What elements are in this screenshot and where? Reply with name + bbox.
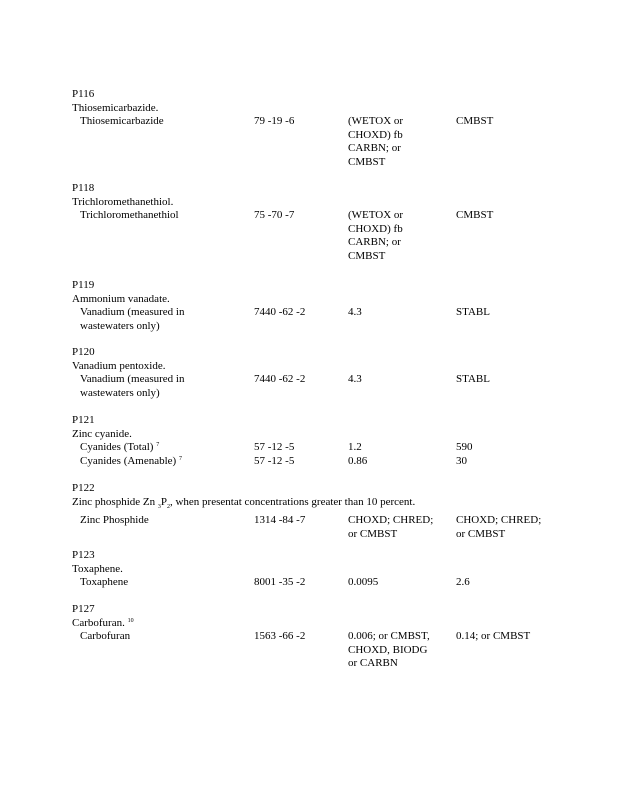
- cas-number: 1314 -84 -7: [254, 514, 306, 527]
- waste-title: Trichloromethanethiol.: [72, 195, 174, 208]
- waste-code: P120: [72, 346, 95, 358]
- ww-line: (WETOX or: [348, 209, 404, 221]
- constituent-row: [72, 441, 552, 455]
- waste-code: P122: [72, 482, 95, 494]
- nonwastewater-standard: STABL: [456, 306, 490, 318]
- constituent-name: [80, 441, 250, 455]
- entry-p127: [72, 603, 552, 669]
- ww-line: CHOXD, BIODG: [348, 643, 428, 656]
- wastewater-standard: 4.3: [348, 306, 362, 318]
- constituent-row: [72, 455, 552, 469]
- name-text: Cyanides (Total): [80, 441, 154, 453]
- entry-p121: [72, 414, 552, 468]
- nww-line: or CMBST: [456, 527, 506, 540]
- nonwastewater-standard: [456, 514, 546, 541]
- cas-number: 7440 -62 -2: [254, 373, 306, 385]
- entry-p122: [72, 482, 572, 540]
- nonwastewater-standard: 590: [456, 441, 473, 453]
- constituent-name: Toxaphene: [80, 576, 129, 588]
- constituent-row: [72, 514, 572, 540]
- footnote-marker: 7: [178, 455, 182, 462]
- footnote-marker: 7: [156, 442, 160, 448]
- ww-line: CHOXD) fb: [348, 222, 403, 235]
- cas-number: 75 -70 -7: [254, 209, 295, 221]
- title-text: Carbofuran.: [72, 616, 125, 629]
- title-text: Zinc phosphide Zn: [72, 495, 156, 508]
- subscript: 2: [166, 503, 170, 510]
- nonwastewater-standard: 0.14; or CMBST: [456, 630, 531, 642]
- entry-p123: [72, 549, 552, 590]
- wastewater-standard: [348, 115, 438, 169]
- cas-number: 1563 -66 -2: [254, 630, 306, 642]
- constituent-name: [80, 455, 250, 469]
- ww-line: CMBST: [348, 155, 386, 168]
- waste-title: Zinc cyanide.: [72, 427, 132, 440]
- cas-number: 8001 -35 -2: [254, 576, 306, 588]
- wastewater-standard: 0.0095: [348, 576, 379, 588]
- wastewater-standard: 4.3: [348, 373, 362, 385]
- cas-number: 57 -12 -5: [254, 454, 295, 467]
- constituent-row: [72, 115, 552, 168]
- name-text: Cyanides (Amenable): [80, 454, 177, 467]
- title-text: , when presentat concentrations greater than 10 percent.: [169, 495, 416, 508]
- ww-line: CARBN; or: [348, 142, 401, 154]
- nonwastewater-standard: CMBST: [456, 115, 494, 127]
- ww-line: or CARBN: [348, 657, 398, 669]
- constituent-row: [72, 373, 552, 399]
- wastewater-standard: [348, 630, 438, 671]
- waste-code: P127: [72, 603, 95, 615]
- ww-line: CHOXD; CHRED;: [348, 514, 434, 527]
- constituent-name: Zinc Phosphide: [80, 514, 149, 527]
- ww-line: 0.006; or CMBST,: [348, 630, 430, 642]
- waste-title: [72, 617, 552, 631]
- constituent-row: [72, 209, 552, 262]
- waste-title: Vanadium pentoxide.: [72, 359, 166, 372]
- nonwastewater-standard: STABL: [456, 373, 490, 385]
- waste-title: Thiosemicarbazide.: [72, 101, 159, 114]
- ww-line: or CMBST: [348, 527, 398, 540]
- name-line: Vanadium (measured in: [80, 306, 185, 318]
- constituent-name: [80, 306, 250, 333]
- entry-p118: [72, 182, 552, 262]
- waste-title: Toxaphene.: [72, 562, 123, 575]
- nonwastewater-standard: 30: [456, 454, 467, 467]
- title-text: P: [160, 495, 167, 508]
- waste-code: P121: [72, 414, 95, 426]
- constituent-name: Thiosemicarbazide: [80, 115, 164, 127]
- wastewater-standard: 1.2: [348, 441, 362, 453]
- ww-line: CHOXD) fb: [348, 128, 403, 141]
- entry-p120: [72, 346, 552, 399]
- waste-code: P119: [72, 279, 95, 291]
- constituent-name: [80, 373, 250, 400]
- cas-number: 79 -19 -6: [254, 115, 295, 127]
- entry-p116: [72, 88, 552, 168]
- waste-title: Ammonium vanadate.: [72, 292, 170, 305]
- waste-title: [72, 496, 572, 515]
- waste-code: P116: [72, 88, 95, 100]
- ww-line: CMBST: [348, 249, 386, 262]
- constituent-name: Trichloromethanethiol: [80, 209, 179, 221]
- subscript: 3: [157, 503, 161, 510]
- nonwastewater-standard: 2.6: [456, 576, 470, 588]
- name-line: wastewaters only): [80, 319, 160, 332]
- constituent-name: Carbofuran: [80, 630, 131, 642]
- cas-number: 57 -12 -5: [254, 441, 295, 453]
- wastewater-standard: [348, 514, 438, 541]
- name-line: wastewaters only): [80, 386, 160, 399]
- ww-line: CARBN; or: [348, 236, 401, 248]
- wastewater-standard: 0.86: [348, 454, 368, 467]
- constituent-row: [72, 630, 552, 669]
- cas-number: 7440 -62 -2: [254, 306, 306, 318]
- constituent-row: [72, 306, 552, 332]
- nonwastewater-standard: CMBST: [456, 209, 494, 221]
- waste-code: P118: [72, 182, 95, 194]
- entry-p119: [72, 279, 552, 332]
- name-line: Vanadium (measured in: [80, 373, 185, 385]
- nww-line: CHOXD; CHRED;: [456, 514, 542, 527]
- footnote-marker: 10: [127, 617, 134, 624]
- waste-code: P123: [72, 549, 95, 561]
- ww-line: (WETOX or: [348, 115, 404, 127]
- constituent-row: [72, 576, 552, 590]
- wastewater-standard: [348, 209, 438, 263]
